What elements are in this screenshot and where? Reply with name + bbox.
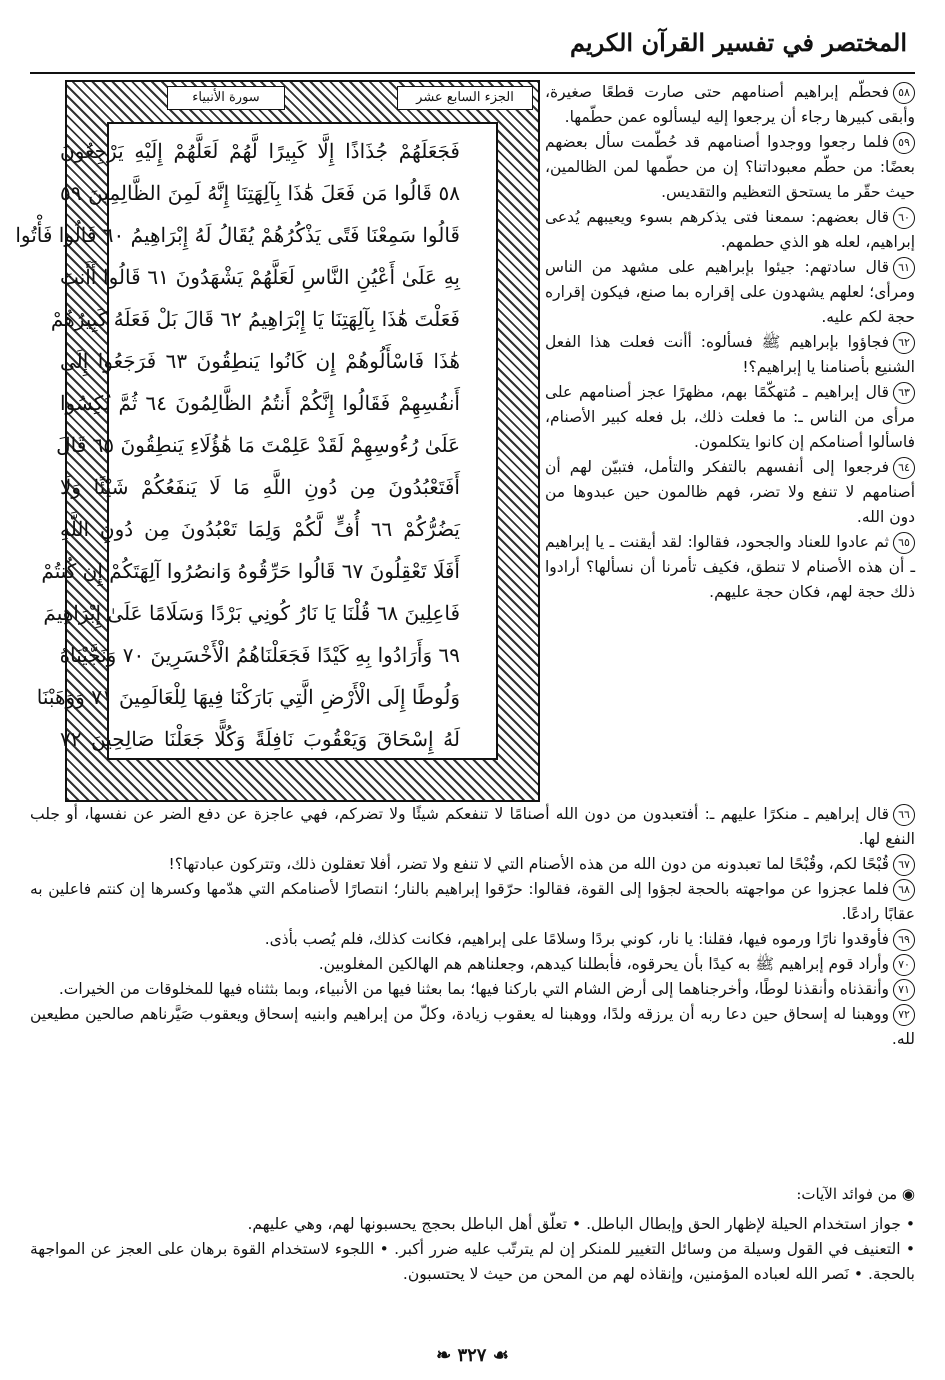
- verse-line: وَلُوطًا إِلَى الْأَرْضِ الَّتِي بَارَكْنَا فِيهَا لِلْعَالَمِينَ ٧١ وَوَهَبْنَا: [36, 685, 460, 709]
- verse-line: هَٰذَا فَاسْأَلُوهُمْ إِن كَانُوا يَنطِقُونَ ٦٣ فَرَجَعُوا إِلَىٰ: [60, 349, 461, 373]
- verse-line: لَهُ إِسْحَاقَ وَيَعْقُوبَ نَافِلَةً وَكُلًّا جَعَلْنَا صَالِحِينَ ٧٢: [60, 727, 460, 751]
- verse-number-badge: ٦١: [893, 257, 915, 279]
- verse-number-badge: ٥٨: [893, 82, 915, 104]
- verse-line: بِهِ عَلَىٰ أَعْيُنِ النَّاسِ لَعَلَّهُمْ يَشْهَدُونَ ٦١ قَالُوا أَأَنتَ: [60, 265, 460, 289]
- verse-line: أَنفُسِهِمْ فَقَالُوا إِنَّكُمْ أَنتُمُ الظَّالِمُونَ ٦٤ ثُمَّ نُكِسُوا: [60, 391, 460, 415]
- verse-line: ٥٨ قَالُوا مَن فَعَلَ هَٰذَا بِآلِهَتِنَا إِنَّهُ لَمِنَ الظَّالِمِينَ ٥٩: [60, 181, 460, 205]
- benefits-title-text: من فوائد الآيات:: [796, 1185, 898, 1203]
- tafsir-paragraph: [545, 380, 915, 455]
- tafsir-column: [545, 80, 915, 605]
- tafsir-paragraph: [30, 802, 915, 852]
- tafsir-paragraph: [545, 80, 915, 130]
- tafsir-paragraph: [30, 952, 915, 977]
- tafsir-paragraph: [30, 1002, 915, 1052]
- verse-line: أَفَتَعْبُدُونَ مِن دُونِ اللَّهِ مَا لَا يَنفَعُكُمْ شَيْئًا وَلَا: [60, 475, 460, 499]
- ornament-left-icon: ❧: [436, 1345, 458, 1366]
- tafsir-paragraph: [545, 205, 915, 255]
- tafsir-text: قال بعضهم: سمعنا فتى يذكرهم بسوء ويعيبهم يُدعى إبراهيم، لعله هو الذي حطمهم.: [545, 208, 915, 251]
- page-footer: [0, 1345, 945, 1366]
- verse-line: أَفَلَا تَعْقِلُونَ ٦٧ قَالُوا حَرِّقُوهُ وَانصُرُوا آلِهَتَكُمْ إِن كُنتُمْ: [41, 559, 460, 583]
- tafsir-paragraph: [30, 877, 915, 927]
- verse-line: فَعَلْتَ هَٰذَا بِآلِهَتِنَا يَا إِبْرَاهِيمُ ٦٢ قَالَ بَلْ فَعَلَهُ كَبِيرُهُمْ: [50, 307, 460, 331]
- quran-verses: [15, 130, 461, 760]
- benefit-item: • التعنيف في القول وسيلة من وسائل التغيير للمنكر إن لم يترتّب عليه ضرر أكبر. • اللجوء لاستخدام القوة برهان على العجز عن المواجهة بالحجة. • نَصر الله لعباده المؤمنين، وإنقاذه لهم من المحن من حيث لا يحتسبون.: [30, 1240, 915, 1283]
- tafsir-paragraph: [545, 455, 915, 530]
- verse-number-badge: ٦٨: [893, 879, 915, 901]
- tafsir-text: فلما رجعوا ووجدوا أصنامهم قد حُطّمت سأل بعضهم بعضًا: من حطّم معبوداتنا؟ إن من حطّمها لمن الظالمين، حيث حقّر ما يستحق التعظيم والتقديس.: [545, 133, 915, 201]
- benefits-list: [30, 1212, 915, 1287]
- tafsir-text: ثم عادوا للعناد والجحود، فقالوا: لقد أيقنت ـ يا إبراهيم ـ أن هذه الأصنام لا تنطق، فكيف تأمرنا أن نسألها؟ أرادوا ذلك حجة لهم، فكان حجة عليهم.: [545, 533, 915, 601]
- verse-number-badge: ٧١: [893, 979, 915, 1001]
- tafsir-paragraph: [30, 852, 915, 877]
- verse-number-badge: ٧٠: [893, 954, 915, 976]
- tafsir-paragraph: [30, 977, 915, 1002]
- tafsir-paragraph: [30, 927, 915, 952]
- juz-label: الجزء السابع عشر: [397, 86, 533, 110]
- verse-line: فَاعِلِينَ ٦٨ قُلْنَا يَا نَارُ كُونِي بَرْدًا وَسَلَامًا عَلَىٰ إِبْرَاهِيمَ: [43, 601, 460, 625]
- verse-number-badge: ٦٣: [893, 382, 915, 404]
- tafsir-text: فأوقدوا نارًا ورموه فيها، فقلنا: يا نار، كوني بردًا وسلامًا على إبراهيم، فكانت كذلك، فلم يُصب بأذى.: [264, 930, 889, 948]
- tafsir-text: قال سادتهم: جيئوا بإبراهيم على مشهد من الناس ومرأى؛ لعلهم يشهدون على إقراره بما صنع، فيكون إقراره حجة لكم عليه.: [545, 258, 915, 326]
- tafsir-full-width: [30, 802, 915, 1052]
- tafsir-paragraph: [545, 255, 915, 330]
- tafsir-text: فرجعوا إلى أنفسهم بالتفكر والتأمل، فتبيّن لهم أن أصنامهم لا تنفع ولا تضر، فهم ظالمون حين عبدوها من دون الله.: [545, 458, 915, 526]
- tafsir-paragraph: [545, 330, 915, 380]
- tafsir-text: قال إبراهيم ـ منكرًا عليهم ـ: أفتعبدون من دون الله أصنامًا لا تنفعكم شيئًا ولا تضركم، فهي عاجزة عن دفع الضر عن نفسها، أو جلب النفع لها.: [30, 805, 915, 848]
- verse-line: ٦٩ وَأَرَادُوا بِهِ كَيْدًا فَجَعَلْنَاهُمُ الْأَخْسَرِينَ ٧٠ وَنَجَّيْنَاهُ: [59, 643, 460, 667]
- benefit-item: • جواز استخدام الحيلة لإظهار الحق وإبطال الباطل. • تعلّق أهل الباطل بحجج يحسبونها لهم، وهي عليهم.: [247, 1215, 915, 1233]
- verse-number-badge: ٥٩: [893, 132, 915, 154]
- tafsir-text: وأنقذناه وأنقذنا لوطًا، وأخرجناهما إلى أرض الشام التي باركنا فيها؛ بما بعثنا فيها من الأنبياء، وبما بثثناه فيها للمخلوقات من الخيرات.: [58, 980, 889, 998]
- page-number: ٣٢٧: [457, 1345, 487, 1366]
- tafsir-text: فلما عجزوا عن مواجهته بالحجة لجؤوا إلى القوة، فقالوا: حرّقوا إبراهيم بالنار؛ انتصارًا لأصنامكم التي هدّمها وكسرها إن كنتم فاعلين به عقابًا رادعًا.: [30, 880, 915, 923]
- page-header: [30, 22, 915, 74]
- verse-number-badge: ٦٥: [893, 532, 915, 554]
- verse-line: عَلَىٰ رُءُوسِهِمْ لَقَدْ عَلِمْتَ مَا هَٰؤُلَاءِ يَنطِقُونَ ٦٥ قَالَ: [56, 433, 460, 457]
- ornament-right-icon: ☙: [486, 1345, 509, 1366]
- tafsir-text: ووهبنا له إسحاق حين دعا ربه أن يرزقه ولدًا، ووهبنا له يعقوب زيادة، وكلّ من إبراهيم وابنيه إسحاق ويعقوب صَيَّرناهم صالحين مطيعين لله.: [30, 1005, 915, 1048]
- tafsir-paragraph: [545, 530, 915, 605]
- verse-number-badge: ٦٠: [893, 207, 915, 229]
- verse-number-badge: ٦٦: [893, 804, 915, 826]
- book-title: المختصر في تفسير القرآن الكريم: [569, 28, 907, 57]
- surah-label: سورة الأنبياء: [167, 86, 285, 110]
- benefits-bullet-icon: ◉: [897, 1185, 915, 1203]
- verse-number-badge: ٦٤: [893, 457, 915, 479]
- tafsir-paragraph: [545, 130, 915, 205]
- benefits-title: [796, 1185, 915, 1203]
- verse-number-badge: ٦٩: [893, 929, 915, 951]
- tafsir-text: وأراد قوم إبراهيم ﷺ به كيدًا بأن يحرقوه، فأبطلنا كيدهم، وجعلناهم هم الهالكين المغلوبين.: [318, 955, 889, 973]
- verse-number-badge: ٦٧: [893, 854, 915, 876]
- verse-line: فَجَعَلَهُمْ جُذَاذًا إِلَّا كَبِيرًا لَّهُمْ لَعَلَّهُمْ إِلَيْهِ يَرْجِعُونَ: [60, 139, 460, 163]
- tafsir-text: فحطّم إبراهيم أصنامهم حتى صارت قطعًا صغيرة، وأبقى كبيرها رجاء أن يرجعوا إليه ليسألوه عمن حطّمها.: [545, 83, 915, 126]
- verse-line: يَضُرُّكُمْ ٦٦ أُفٍّ لَّكُمْ وَلِمَا تَعْبُدُونَ مِن دُونِ اللَّهِ: [60, 517, 460, 541]
- tafsir-text: فجاؤوا بإبراهيم ﷺ فسألوه: أأنت فعلت هذا الفعل الشنيع بأصنامنا يا إبراهيم؟!: [545, 333, 915, 376]
- verse-line: قَالُوا سَمِعْنَا فَتًى يَذْكُرُهُمْ يُقَالُ لَهُ إِبْرَاهِيمُ ٦٠ قَالُوا فَأْتُوا: [15, 223, 460, 247]
- tafsir-text: قال إبراهيم ـ مُتهكّمًا بهم، مظهرًا عجز أصنامهم على مرأى من الناس ـ: ما فعلت ذلك، بل فعله كبير الأصنام، فاسألوا أصنامكم إن كانوا يتكلمون.: [545, 383, 915, 451]
- tafsir-text: قُبْحًا لكم، وقُبْحًا لما تعبدونه من دون الله من هذه الأصنام التي لا تنفع ولا تضر، أفلا تعقلون ذلك، وتتركون عبادتها؟!: [168, 855, 889, 873]
- verse-number-badge: ٦٢: [893, 332, 915, 354]
- verse-number-badge: ٧٢: [893, 1004, 915, 1026]
